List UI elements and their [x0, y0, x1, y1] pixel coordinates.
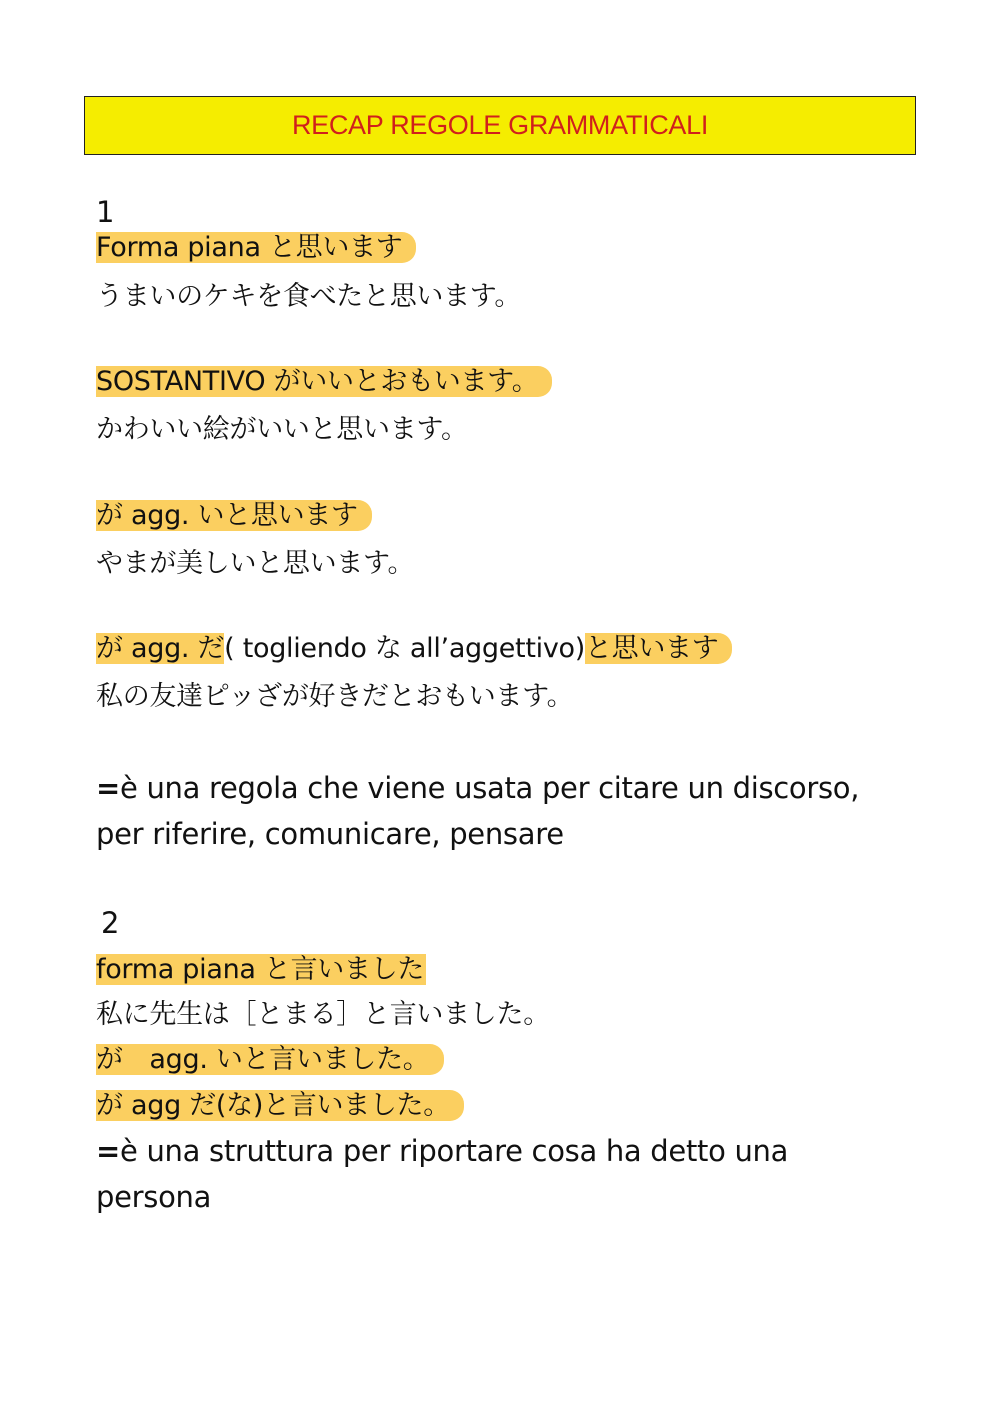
equals-sign: = — [96, 771, 120, 805]
note-text: è una regola che viene usata per citare un discorso, — [120, 771, 860, 805]
highlighted-rule-part: と思います — [585, 633, 733, 664]
section-1-example-4: 私の友達ピッざが好きだとおもいます。 — [96, 681, 574, 712]
section-1-example-3: やまが美しいと思います。 — [96, 548, 415, 579]
section-2-note-line-2: persona — [96, 1180, 212, 1214]
highlighted-rule: が agg. いと思います — [96, 500, 372, 531]
highlighted-rule: SOSTANTIVO がいいとおもいます。 — [96, 366, 552, 397]
section-2-rule-3 — [96, 1089, 464, 1123]
note-text: è una struttura per riportare cosa ha detto una — [120, 1134, 789, 1168]
section-1-rule-2 — [96, 365, 552, 399]
highlighted-rule-part: が agg. だ — [96, 633, 225, 664]
section-1-rule-1 — [96, 231, 416, 265]
page-title: RECAP REGOLE GRAMMATICALI — [291, 110, 709, 140]
highlighted-rule: Forma piana と思います — [96, 232, 416, 263]
section-1-note-line-1 — [96, 771, 859, 805]
section-1-number: 1 — [96, 195, 115, 229]
section-2-example-1: 私に先生は［とまる］と言いました。 — [96, 999, 550, 1030]
section-1-note-line-2: per riferire, comunicare, pensare — [96, 817, 564, 851]
section-1-rule-4 — [96, 632, 732, 666]
section-2-number: 2 — [101, 906, 120, 940]
section-2-rule-2 — [96, 1043, 444, 1077]
section-1-rule-3 — [96, 499, 372, 533]
highlighted-rule: forma piana と言いました — [96, 954, 425, 985]
section-2-note-line-1 — [96, 1134, 788, 1168]
equals-sign: = — [96, 1134, 120, 1168]
section-1-example-2: かわいい絵がいいと思います。 — [96, 414, 468, 445]
title-banner — [84, 96, 916, 155]
section-2-rule-1 — [96, 953, 426, 987]
section-1-example-1: うまいのケキを食べたと思います。 — [96, 281, 522, 312]
highlighted-rule: が agg だ(な)と言いました。 — [96, 1090, 464, 1121]
highlighted-rule: が agg. いと言いました。 — [96, 1044, 444, 1075]
rule-note: ( togliendo な all’aggettivo) — [224, 633, 585, 664]
